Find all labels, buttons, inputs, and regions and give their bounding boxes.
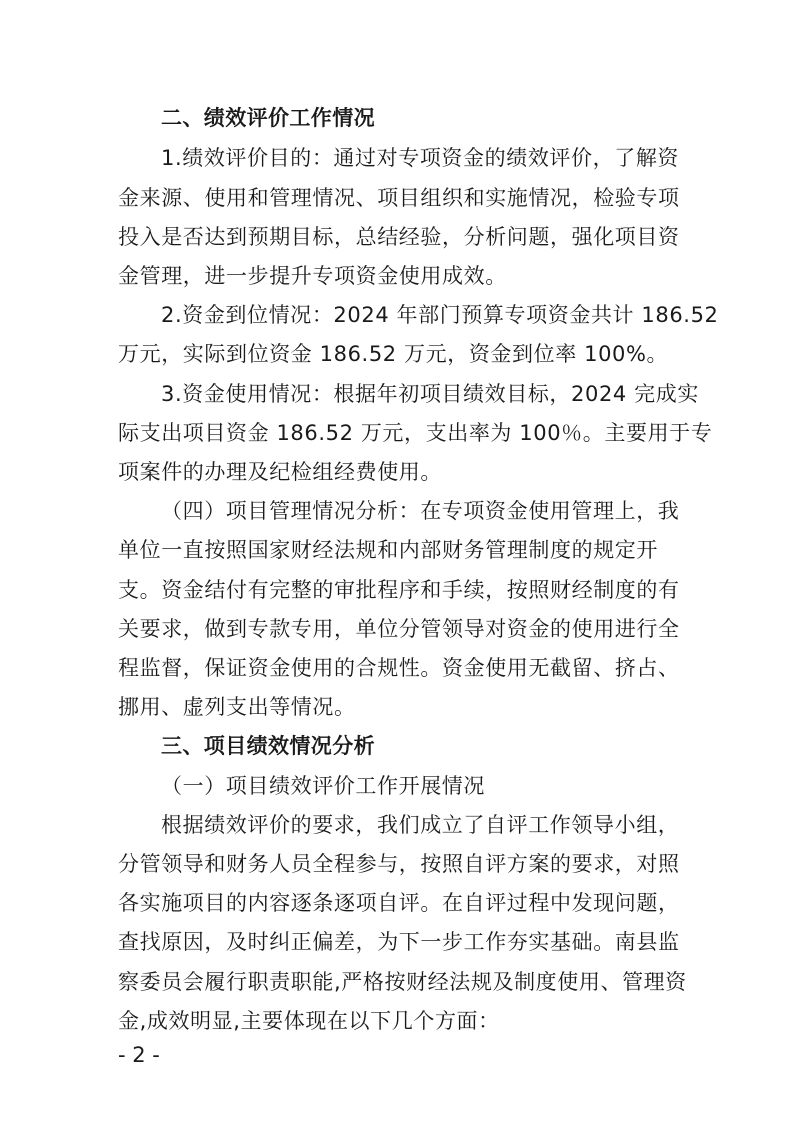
paragraph-line: 查找原因，及时纠正偏差，为下一步工作夯实基础。南县监 bbox=[118, 930, 680, 954]
paragraph-line: 金,成效明显,主要体现在以下几个方面： bbox=[118, 1009, 500, 1033]
paragraph-line: 关要求，做到专款专用，单位分管领导对资金的使用进行全 bbox=[118, 617, 680, 641]
paragraph-line: 分管领导和财务人员全程参与，按照自评方案的要求，对照 bbox=[118, 852, 680, 876]
paragraph-line: 单位一直按照国家财经法规和内部财务管理制度的规定开 bbox=[118, 538, 658, 562]
subsection-heading: （一）项目绩效评价工作开展情况 bbox=[161, 774, 485, 798]
paragraph-line: 挪用、虚列支出等情况。 bbox=[118, 695, 356, 719]
paragraph-line: 万元，实际到位资金 186.52 万元，资金到位率 100%。 bbox=[118, 342, 669, 366]
paragraph-line: （四）项目管理情况分析：在专项资金使用管理上，我 bbox=[161, 499, 680, 523]
paragraph-line: 支。资金结付有完整的审批程序和手续，按照财经制度的有 bbox=[118, 578, 680, 602]
paragraph-line: 各实施项目的内容逐条逐项自评。在自评过程中发现问题， bbox=[118, 891, 680, 915]
section-heading: 三、项目绩效情况分析 bbox=[161, 734, 375, 758]
paragraph-line: 际支出项目资金 186.52 万元，支出率为 100％。主要用于专 bbox=[118, 421, 713, 445]
page-number: - 2 - bbox=[118, 1043, 160, 1067]
paragraph-line: 投入是否达到预期目标，总结经验，分析问题，强化项目资 bbox=[118, 225, 680, 249]
paragraph-line: 项案件的办理及纪检组经费使用。 bbox=[118, 460, 442, 484]
paragraph-line: 1.绩效评价目的：通过对专项资金的绩效评价，了解资 bbox=[161, 146, 680, 170]
paragraph-line: 程监督，保证资金使用的合规性。资金使用无截留、挤占、 bbox=[118, 656, 680, 680]
paragraph-line: 2.资金到位情况：2024 年部门预算专项资金共计 186.52 bbox=[161, 303, 719, 327]
paragraph-line: 3.资金使用情况：根据年初项目绩效目标，2024 完成实 bbox=[161, 382, 699, 406]
paragraph-line: 金来源、使用和管理情况、项目组织和实施情况，检验专项 bbox=[118, 186, 680, 210]
paragraph-line: 察委员会履行职责职能,严格按财经法规及制度使用、管理资 bbox=[118, 970, 687, 994]
paragraph-line: 根据绩效评价的要求，我们成立了自评工作领导小组， bbox=[161, 813, 680, 837]
section-heading: 二、绩效评价工作情况 bbox=[161, 106, 375, 130]
paragraph-line: 金管理，进一步提升专项资金使用成效。 bbox=[118, 264, 507, 288]
